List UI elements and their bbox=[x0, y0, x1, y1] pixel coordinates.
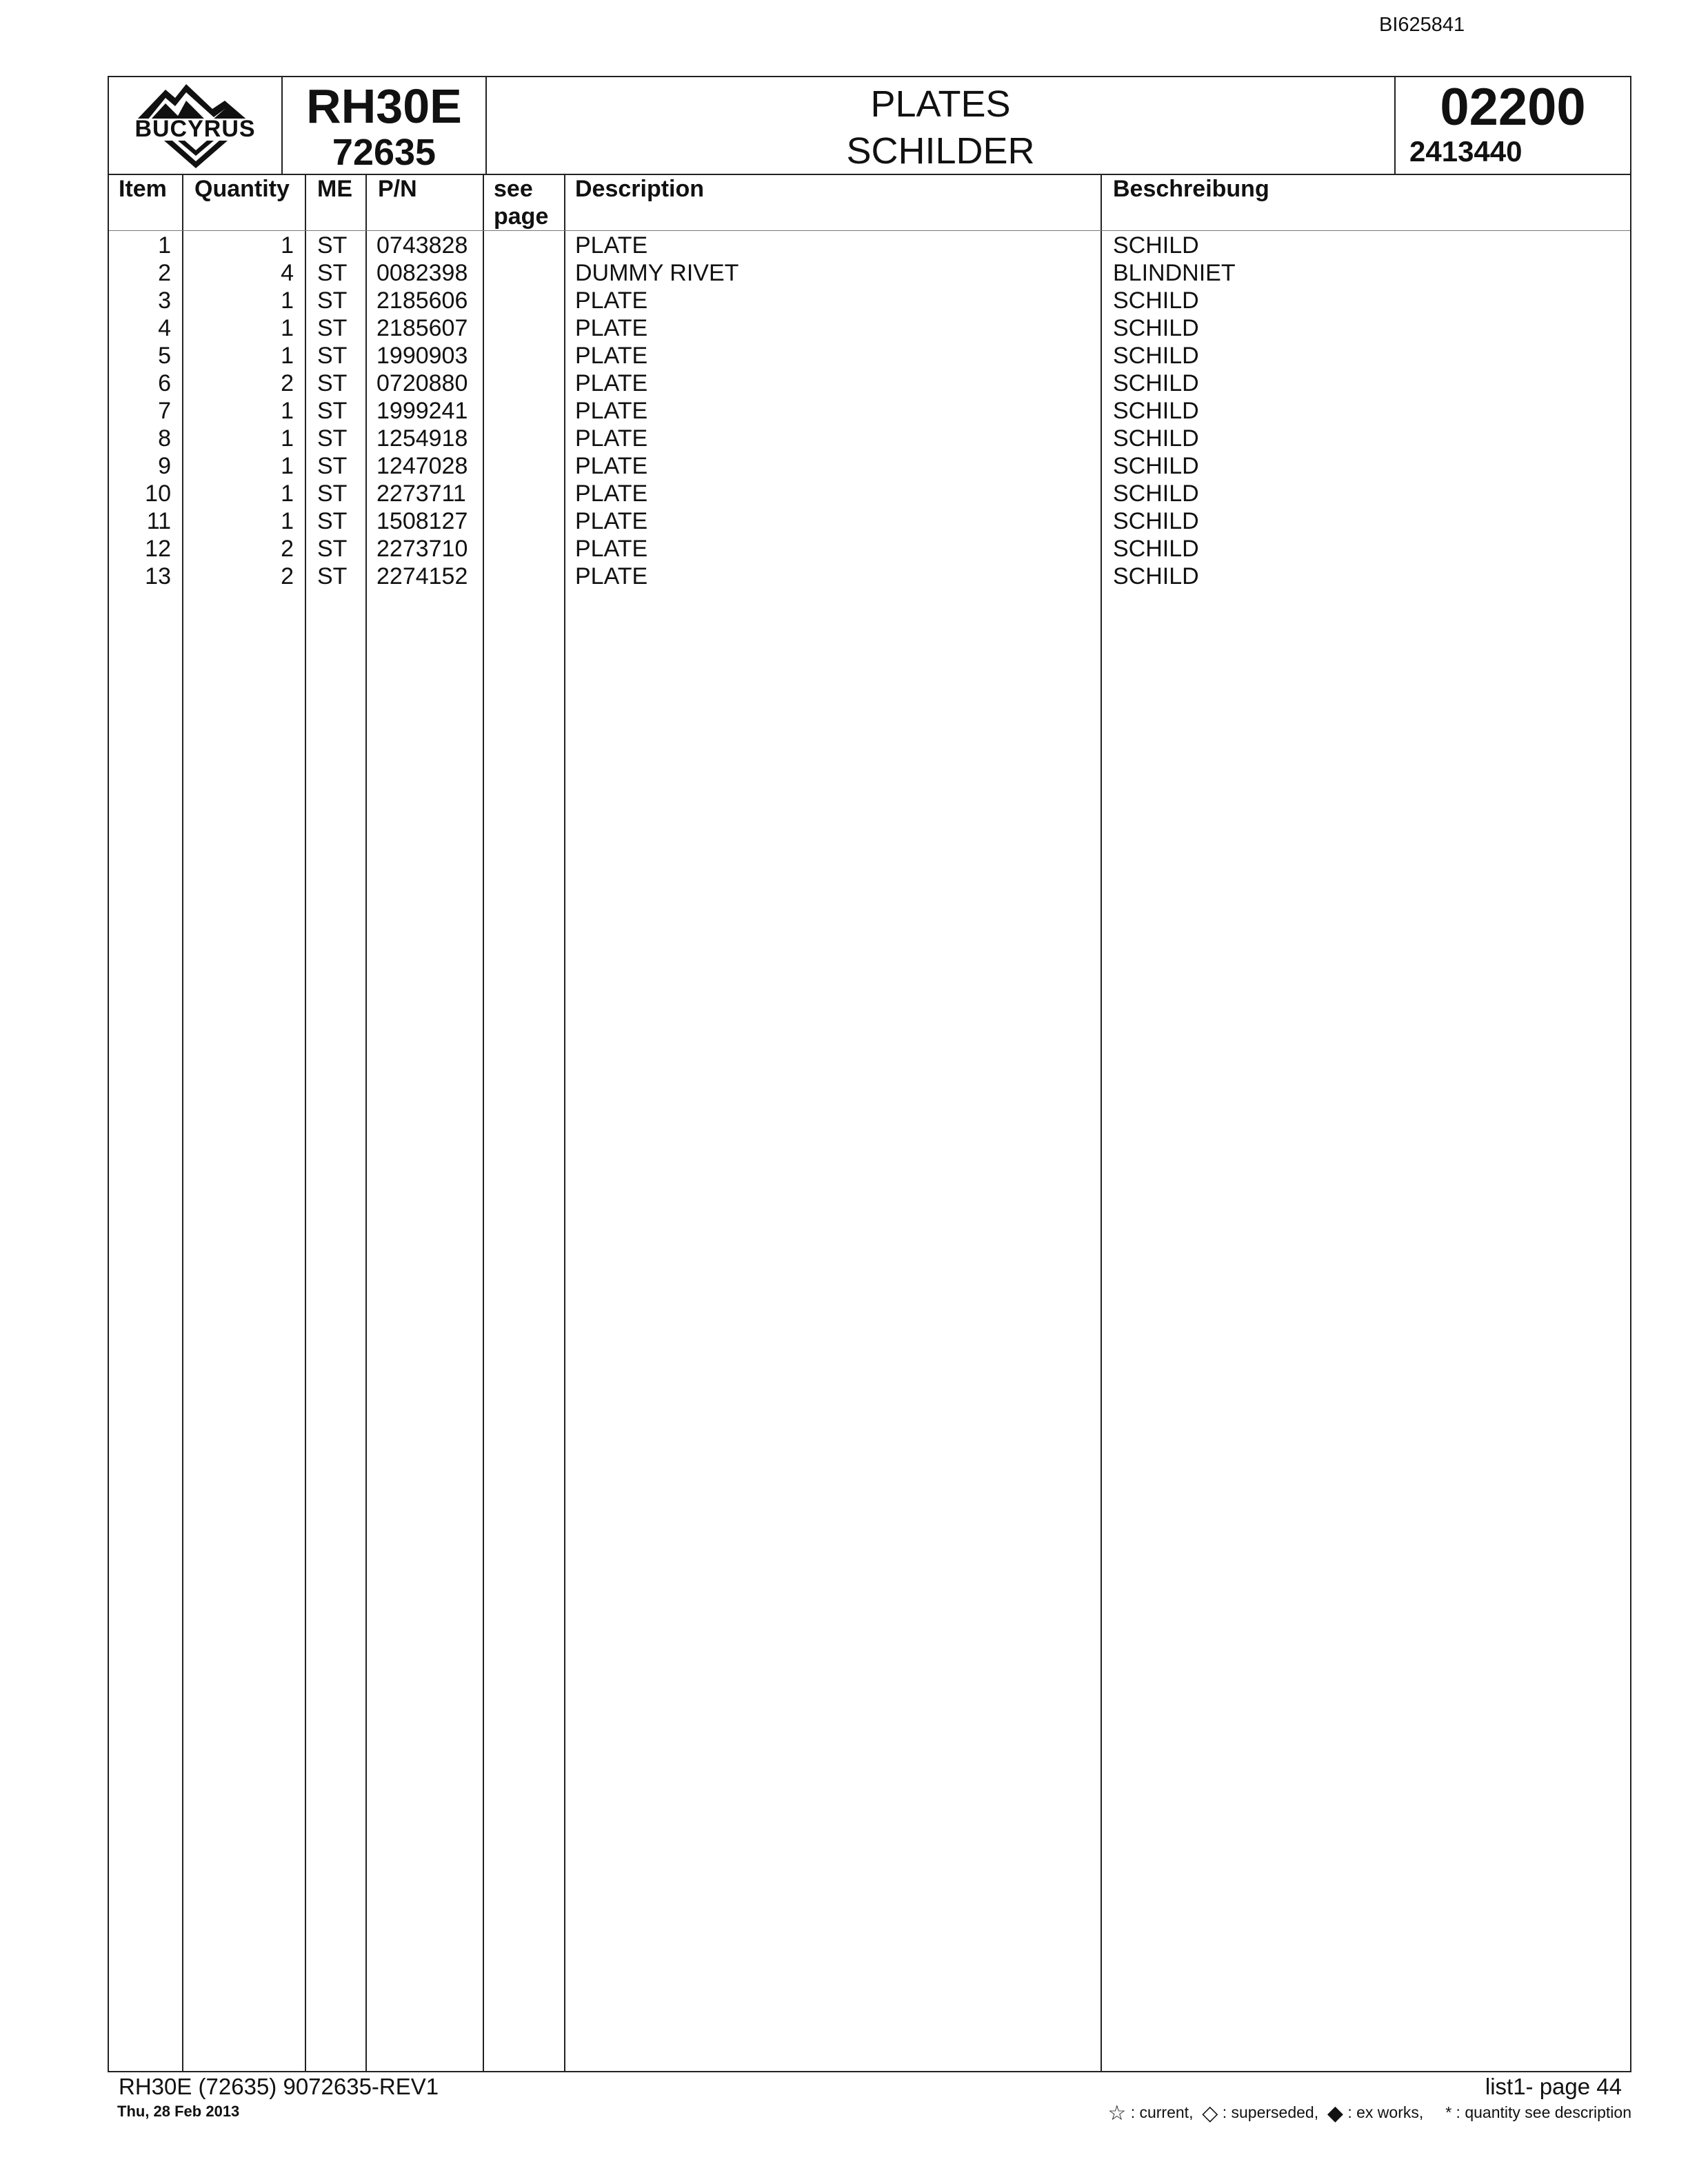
footer-page-number: list1- page 44 bbox=[1485, 2074, 1622, 2099]
row-beschreibung: BLINDNIET bbox=[1113, 260, 1236, 286]
row-description: PLATE bbox=[575, 343, 648, 369]
row-quantity: 1 bbox=[281, 343, 294, 369]
row-quantity: 1 bbox=[281, 453, 294, 479]
row-unit: ST bbox=[317, 481, 348, 507]
table-row bbox=[109, 370, 1630, 397]
column-header-quantity: Quantity bbox=[194, 176, 290, 202]
row-part-number: 1247028 bbox=[376, 453, 468, 479]
row-quantity: 2 bbox=[281, 370, 294, 396]
row-unit: ST bbox=[317, 563, 348, 589]
row-part-number: 1990903 bbox=[376, 343, 468, 369]
row-unit: ST bbox=[317, 453, 348, 479]
row-part-number: 0082398 bbox=[376, 260, 468, 286]
column-header-see: see bbox=[494, 176, 533, 202]
row-description: PLATE bbox=[575, 287, 648, 314]
row-part-number: 2185607 bbox=[376, 315, 468, 341]
logo-cell bbox=[109, 77, 283, 174]
footer-document-reference: RH30E (72635) 9072635-REV1 bbox=[119, 2074, 439, 2099]
row-beschreibung: SCHILD bbox=[1113, 481, 1199, 507]
row-part-number: 2274152 bbox=[376, 563, 468, 589]
table-row bbox=[109, 507, 1630, 535]
row-item-number: 12 bbox=[145, 536, 171, 562]
row-part-number: 1254918 bbox=[376, 425, 468, 452]
group-code: 02200 bbox=[1440, 78, 1586, 136]
table-row bbox=[109, 259, 1630, 287]
column-header-beschreibung: Beschreibung bbox=[1113, 176, 1269, 202]
column-header-description: Description bbox=[575, 176, 705, 202]
row-quantity: 1 bbox=[281, 232, 294, 259]
row-unit: ST bbox=[317, 398, 348, 424]
row-unit: ST bbox=[317, 370, 348, 396]
table-row bbox=[109, 342, 1630, 370]
row-quantity: 1 bbox=[281, 425, 294, 452]
row-unit: ST bbox=[317, 315, 348, 341]
row-quantity: 1 bbox=[281, 508, 294, 534]
row-part-number: 2185606 bbox=[376, 287, 468, 314]
table-row bbox=[109, 425, 1630, 452]
document-id: BI625841 bbox=[1379, 14, 1465, 36]
row-item-number: 7 bbox=[158, 398, 171, 424]
group-cell bbox=[1396, 77, 1630, 174]
row-beschreibung: SCHILD bbox=[1113, 287, 1199, 314]
row-part-number: 1999241 bbox=[376, 398, 468, 424]
row-unit: ST bbox=[317, 425, 348, 452]
row-part-number: 2273711 bbox=[376, 481, 466, 507]
row-description: DUMMY RIVET bbox=[575, 260, 739, 286]
row-description: PLATE bbox=[575, 563, 648, 589]
row-quantity: 1 bbox=[281, 398, 294, 424]
row-item-number: 2 bbox=[158, 260, 171, 286]
title-english: PLATES bbox=[870, 83, 1011, 125]
row-unit: ST bbox=[317, 343, 348, 369]
model-name: RH30E bbox=[306, 79, 462, 133]
column-header-me: ME bbox=[317, 176, 352, 202]
legend-ex-works: : ex works, bbox=[1347, 2103, 1424, 2121]
header-row bbox=[109, 77, 1630, 175]
parts-table-body bbox=[109, 232, 1630, 590]
row-description: PLATE bbox=[575, 315, 648, 341]
title-cell bbox=[487, 77, 1396, 174]
row-description: PLATE bbox=[575, 425, 648, 452]
row-description: PLATE bbox=[575, 453, 648, 479]
row-beschreibung: SCHILD bbox=[1113, 425, 1199, 452]
model-cell bbox=[283, 77, 487, 174]
row-item-number: 13 bbox=[145, 563, 171, 589]
column-header-pn: P/N bbox=[378, 176, 417, 202]
row-description: PLATE bbox=[575, 398, 648, 424]
row-description: PLATE bbox=[575, 508, 648, 534]
row-item-number: 4 bbox=[158, 315, 171, 341]
column-header-row bbox=[109, 174, 1630, 231]
row-part-number: 1508127 bbox=[376, 508, 468, 534]
row-item-number: 3 bbox=[158, 287, 171, 314]
row-item-number: 11 bbox=[146, 508, 171, 534]
parts-list-frame bbox=[108, 76, 1631, 2072]
row-item-number: 1 bbox=[158, 232, 171, 259]
row-quantity: 2 bbox=[281, 536, 294, 562]
row-description: PLATE bbox=[575, 232, 648, 259]
row-quantity: 1 bbox=[281, 481, 294, 507]
row-beschreibung: SCHILD bbox=[1113, 343, 1199, 369]
row-description: PLATE bbox=[575, 370, 648, 396]
row-description: PLATE bbox=[575, 481, 648, 507]
row-unit: ST bbox=[317, 232, 348, 259]
column-header-item: Item bbox=[119, 176, 167, 202]
row-part-number: 0743828 bbox=[376, 232, 468, 259]
svg-text:BUCYRUS: BUCYRUS bbox=[134, 116, 256, 142]
diamond-outline-icon: ◇ bbox=[1202, 2102, 1218, 2125]
row-beschreibung: SCHILD bbox=[1113, 536, 1199, 562]
diamond-filled-icon: ◆ bbox=[1327, 2102, 1343, 2125]
legend-current: : current, bbox=[1130, 2103, 1194, 2121]
group-part-number: 2413440 bbox=[1409, 135, 1523, 168]
row-part-number: 2273710 bbox=[376, 536, 468, 562]
table-row bbox=[109, 287, 1630, 314]
row-item-number: 6 bbox=[158, 370, 171, 396]
row-quantity: 4 bbox=[281, 260, 294, 286]
row-beschreibung: SCHILD bbox=[1113, 563, 1199, 589]
footer-legend bbox=[1107, 2101, 1631, 2125]
table-row bbox=[109, 480, 1630, 507]
row-quantity: 1 bbox=[281, 287, 294, 314]
footer-date: Thu, 28 Feb 2013 bbox=[117, 2103, 240, 2120]
table-row bbox=[109, 535, 1630, 563]
row-beschreibung: SCHILD bbox=[1113, 232, 1199, 259]
row-beschreibung: SCHILD bbox=[1113, 398, 1199, 424]
title-german: SCHILDER bbox=[846, 130, 1035, 172]
row-unit: ST bbox=[317, 536, 348, 562]
row-quantity: 2 bbox=[281, 563, 294, 589]
table-row bbox=[109, 232, 1630, 259]
row-beschreibung: SCHILD bbox=[1113, 508, 1199, 534]
row-item-number: 10 bbox=[145, 481, 171, 507]
row-quantity: 1 bbox=[281, 315, 294, 341]
row-item-number: 9 bbox=[158, 453, 171, 479]
table-row bbox=[109, 452, 1630, 480]
row-unit: ST bbox=[317, 508, 348, 534]
row-unit: ST bbox=[317, 260, 348, 286]
row-unit: ST bbox=[317, 287, 348, 314]
model-number: 72635 bbox=[332, 132, 436, 173]
bucyrus-logo bbox=[109, 77, 283, 174]
row-beschreibung: SCHILD bbox=[1113, 453, 1199, 479]
row-description: PLATE bbox=[575, 536, 648, 562]
table-row bbox=[109, 314, 1630, 342]
column-header-page: page bbox=[494, 203, 549, 230]
legend-quantity-note: * : quantity see description bbox=[1445, 2103, 1631, 2121]
row-item-number: 5 bbox=[158, 343, 171, 369]
table-row bbox=[109, 397, 1630, 425]
star-outline-icon: ☆ bbox=[1107, 2102, 1127, 2125]
legend-superseded: : superseded, bbox=[1222, 2103, 1319, 2121]
row-beschreibung: SCHILD bbox=[1113, 370, 1199, 396]
row-item-number: 8 bbox=[158, 425, 171, 452]
row-beschreibung: SCHILD bbox=[1113, 315, 1199, 341]
table-row bbox=[109, 563, 1630, 590]
row-part-number: 0720880 bbox=[376, 370, 468, 396]
